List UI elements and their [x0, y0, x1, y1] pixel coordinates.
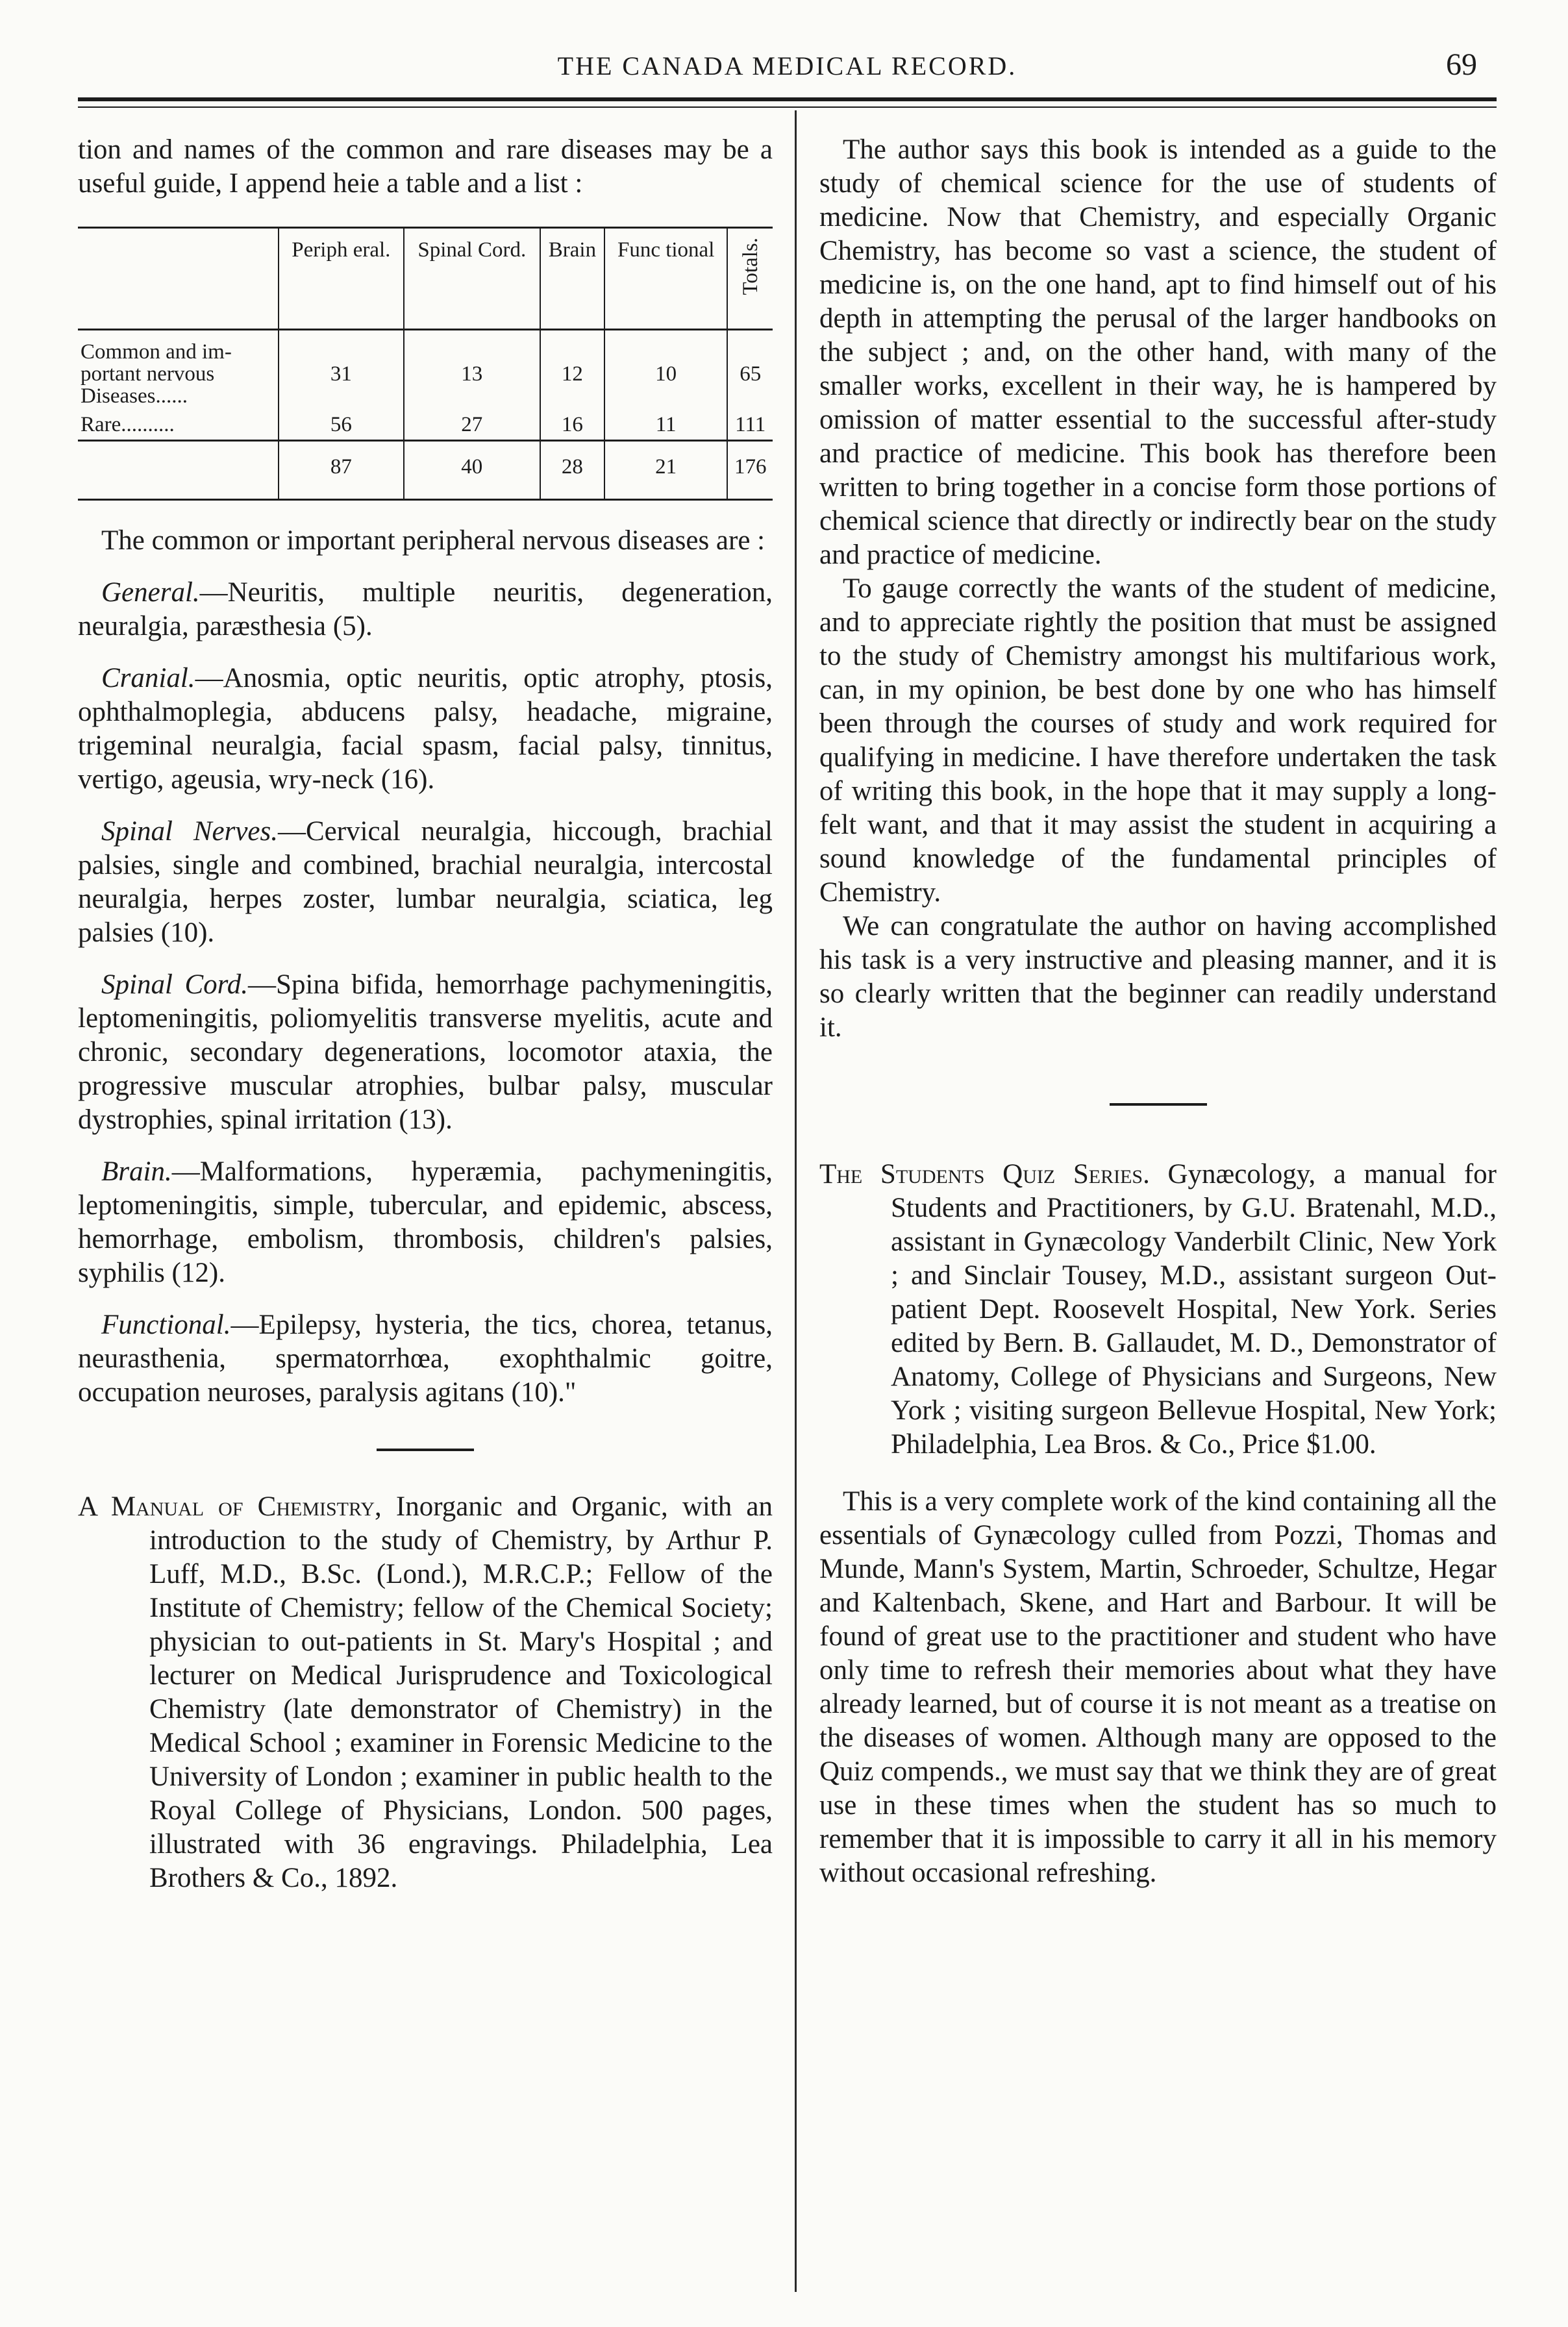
review-title: A Manual of Chemistry,: [78, 1491, 382, 1522]
section-rule: [1110, 1103, 1207, 1106]
entry-general: [78, 576, 773, 643]
table-cell: 111: [727, 410, 773, 441]
right-column: [819, 133, 1497, 1890]
entry-label: Functional.: [101, 1310, 231, 1340]
review-paragraph-4: This is a very complete work of the kind containing all the essentials of Gynæcology culled from Pozzi, Thomas and Munde, Mann's System, Martin, Schroeder, Schultze, Hegar and Kaltenbach, Skene, and Hart and Barbour. It will be found of great use to the practitioner and student who have only time to refresh their memories about what they have already learned, but of course it is not meant as a treatise on the diseases of women. Although many are opposed to the Quiz compends., we must say that we think they are of great use in these times when the student has so much to remember that it is impossible to carry it all in his memory without occasional refreshing.: [819, 1486, 1497, 1888]
intro-paragraph: tion and names of the common and rare diseases may be a useful guide, I append heie a table and a list :: [78, 134, 773, 199]
entry-text: —Malformations, hyperæmia, pachymeningitis, leptomeningitis, simple, tubercular, and epidemic, abscess, hemorrhage, embolism, thrombosis, children's palsies, syphilis (12).: [78, 1156, 773, 1288]
table-cell: 40: [404, 441, 540, 500]
table-header-brain: Brain: [540, 228, 604, 330]
entry-label: Spinal Nerves.: [101, 816, 278, 847]
table-cell: 28: [540, 441, 604, 500]
table-cell: 31: [279, 338, 404, 410]
table-cell: 87: [279, 441, 404, 500]
table-cell: 10: [604, 338, 727, 410]
header-rule-thick: [78, 97, 1497, 101]
page-number: 69: [1446, 47, 1477, 82]
table-header-peripheral: Periph eral.: [279, 228, 404, 330]
entry-functional: [78, 1308, 773, 1410]
table-header-spinal: Spinal Cord.: [404, 228, 540, 330]
table-row-rare: [78, 410, 773, 441]
entry-text: —Cervical neuralgia, hiccough, brachial palsies, single and combined, brachial neuralgia, intercostal neuralgia, herpes zoster, lumbar neuralgia, sciatica, leg palsies (10).: [78, 816, 773, 948]
entry-spinal-nerves: [78, 815, 773, 950]
review-paragraph-2: To gauge correctly the wants of the student of medicine, and to appreciate rightly the position that must be assigned to the study of Chemistry amongst his multifarious work, can, in my opinion, be best done by one who has himself been through the courses of study and work required for qualifying in medicine. I have therefore undertaken the task of writing this book, in the hope that it may supply a long-felt want, and that it may assist the student in acquiring a sound knowledge of the fundamental principles of Chemistry.: [819, 573, 1497, 908]
entry-text: —Neuritis, multiple neuritis, degeneration, neuralgia, paræsthesia (5).: [78, 577, 773, 641]
entry-brain: [78, 1155, 773, 1290]
left-column: [78, 133, 773, 1895]
table-cell-empty: [78, 441, 279, 500]
entry-spinal-cord: [78, 968, 773, 1137]
review-citation-text: Gynæcology, a manual for Students and Practitioners, by G.U. Bratenahl, M.D., assistant in Gynæcology Vanderbilt Clinic, New York ; and Sinclair Tousey, M.D., assistant surgeon Out-patient Dept. Roosevelt Hospital, New York. Series edited by Bern. B. Gallaudet, M. D., Demonstrator of Anatomy, College of Physicians and Surgeons, New York ; visiting surgeon Bellevue Hospital, New York; Philadelphia, Lea Bros. & Co., Price $1.00.: [891, 1159, 1497, 1460]
table-corner-cell: [78, 228, 279, 330]
entry-label: Cranial.: [101, 663, 195, 693]
table-cell: 13: [404, 338, 540, 410]
table-header-totals: [727, 228, 773, 330]
table-cell: 21: [604, 441, 727, 500]
entry-text: —Epilepsy, hysteria, the tics, chorea, tetanus, neurasthenia, spermatorrhœa, exophthalmic goitre, occupation neuroses, paralysis agitans (10).": [78, 1310, 773, 1408]
review-title: The Students Quiz Series.: [819, 1159, 1150, 1189]
page-header: [78, 32, 1497, 110]
header-rule-thin: [78, 106, 1497, 108]
table-cell: 56: [279, 410, 404, 441]
entry-text: —Anosmia, optic neuritis, optic atrophy, ptosis, ophthalmoplegia, abducens palsy, headache, migraine, trigeminal neuralgia, facial spasm, facial palsy, tinnitus, vertigo, ageusia, wry-neck (16).: [78, 663, 773, 795]
row-label-rare: Rare..........: [81, 413, 175, 436]
review-citation-chemistry: [78, 1490, 773, 1895]
entry-text: —Spina bifida, hemorrhage pachymeningitis, leptomeningitis, poliomyelitis transverse myelitis, acute and chronic, secondary degenerations, locomotor ataxia, the progressive muscular atrophies, bulbar palsy, muscular dystrophies, spinal irritation (13).: [78, 969, 773, 1135]
disease-table: [78, 227, 773, 501]
review-paragraph-1: The author says this book is intended as a guide to the study of chemical science for the use of students of medicine. Now that Chemistry, and especially Organic Chemistry, has become so vast a science, the student of medicine is, on the one hand, apt to find himself out of his depth in attempting the perusal of the larger handbooks on the subject ; and, on the other hand, with many of the smaller works, excellent in their way, he is hampered by omission of matter essential to the successful after-study and practice of medicine. This book has therefore been written to bring together in a concise form those portions of chemical science that directly or indirectly bear on the study and practice of medicine.: [819, 134, 1497, 570]
running-title: THE CANADA MEDICAL RECORD.: [557, 51, 1017, 81]
table-cell: 11: [604, 410, 727, 441]
entry-label: Brain.: [101, 1156, 172, 1187]
table-cell: 16: [540, 410, 604, 441]
review-citation-gynaecology: [819, 1158, 1497, 1462]
table-row-totals: [78, 441, 773, 500]
table-cell: 65: [727, 338, 773, 410]
column-divider: [795, 110, 797, 2292]
table-row-common: [78, 338, 773, 410]
review-paragraph-3: We can congratulate the author on having accomplished his task is a very instructive and pleasing manner, and it is so clearly written that the beginner can readily understand it.: [819, 911, 1497, 1043]
review-citation-text: Inorganic and Organic, with an introduction to the study of Chemistry, by Arthur P. Luff, M.D., B.Sc. (Lond.), M.R.C.P.; Fellow of the Institute of Chemistry; fellow of the Chemical Society; physician to out-patients in St. Mary's Hospital ; and lecturer on Medical Jurisprudence and Toxicological Chemistry (late demonstrator of Chemistry) in the Medical School ; examiner in Forensic Medicine to the University of London ; examiner in public health to the Royal College of Physicians, London. 500 pages, illustrated with 36 engravings. Philadelphia, Lea Brothers & Co., 1892.: [149, 1491, 773, 1893]
section-rule: [377, 1449, 474, 1451]
entry-cranial: [78, 662, 773, 797]
list-intro: The common or important peripheral nervous diseases are :: [101, 525, 765, 556]
table-cell: 12: [540, 338, 604, 410]
totals-rotated-label: Totals.: [738, 238, 762, 295]
table-header-functional: Func tional: [604, 228, 727, 330]
entry-label: General.: [101, 577, 200, 608]
table-cell: 27: [404, 410, 540, 441]
row-label-common: Common and im- portant nervous Diseases......: [81, 340, 232, 408]
table-cell: 176: [727, 441, 773, 500]
entry-label: Spinal Cord.: [101, 969, 249, 1000]
